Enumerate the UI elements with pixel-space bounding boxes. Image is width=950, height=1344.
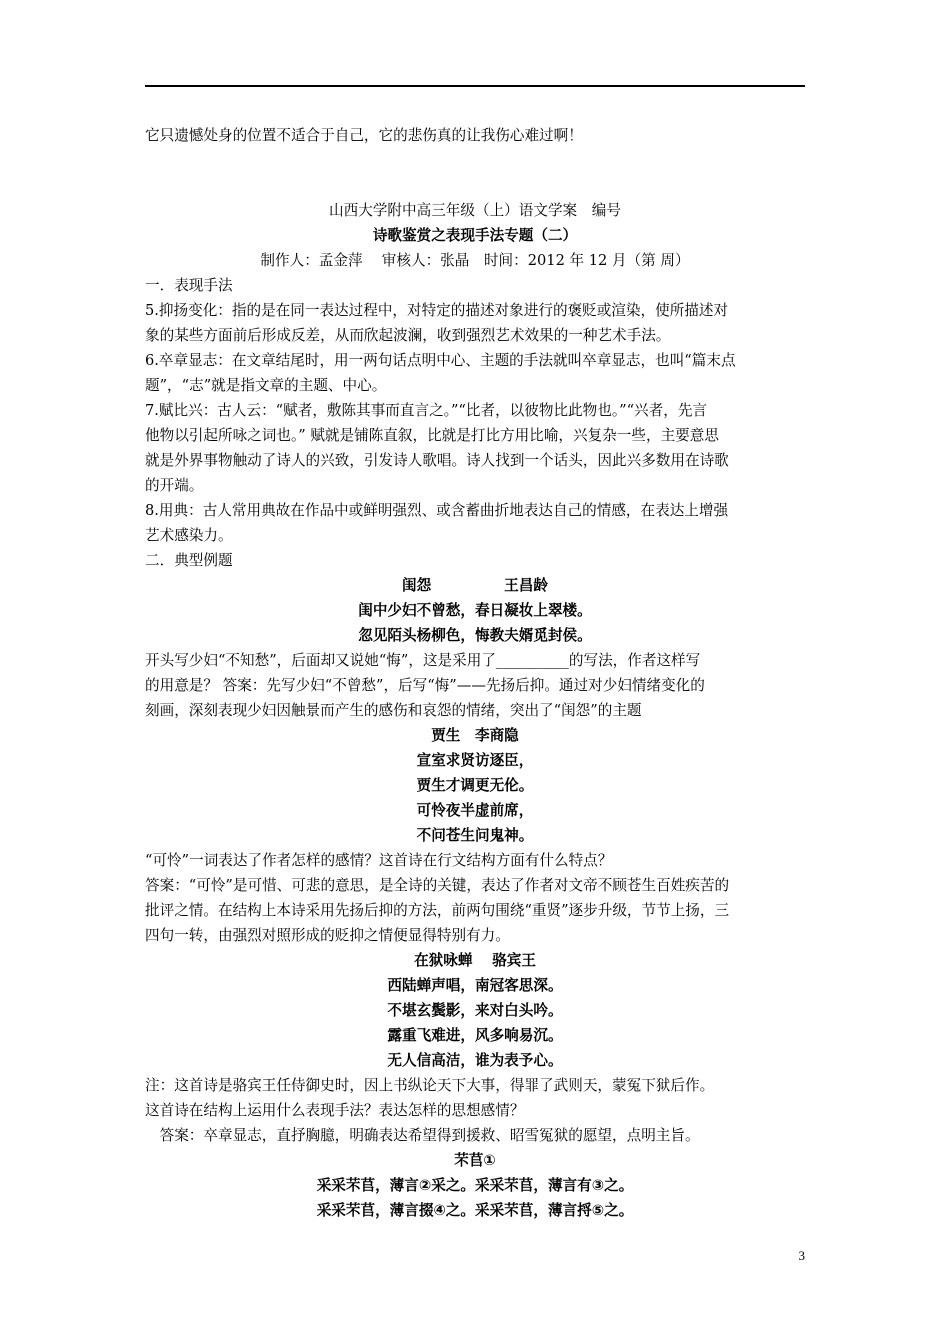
paragraph-line: “可怜”一词表达了作者怎样的感情？这首诗在行文结构方面有什么特点？ (145, 852, 613, 869)
paragraph-line: 他物以引起所咏之词也。” 赋就是铺陈直叙，比就是打比方用比喻，兴复杂一些，主要意思 (145, 427, 719, 444)
poem-line: 无人信高洁，谁为表予心。 (387, 1052, 563, 1069)
poem-title: 贾生 李商隐 (431, 727, 519, 744)
poem-line: 西陆蝉声唱，南冠客思深。 (387, 977, 563, 994)
poem-line: 贾生才调更无伦。 (416, 777, 534, 794)
poem-line: 不堪玄鬓影，来对白头吟。 (387, 1002, 563, 1019)
poem-line: 采采芣苢，薄言掇④之。采采芣苢，薄言捋⑤之。 (316, 1202, 634, 1219)
paragraph-line: 8.用典：古人常用典故在作品中或鲜明强烈、或含蓄曲折地表达自己的情感，在表达上增强 (145, 502, 729, 519)
paragraph-line: 开头写少妇“不知愁”，后面却又说她“悔”，这是采用了__________的写法，作者这样写 (145, 652, 701, 669)
meta-line: 制作人：孟金萍 审核人：张晶 时间：2012 年 12 月（第 周） (260, 252, 690, 269)
top-rule (145, 85, 805, 87)
paragraph-line: 答案：卒章显志，直抒胸臆，明确表达希望得到援救、昭雪冤狱的愿望，点明主旨。 (145, 1127, 700, 1144)
paragraph-line: 答案：“可怜”是可惜、可悲的意思，是全诗的关键，表达了作者对文帝不顾苍生百姓疾苦的 (145, 877, 730, 894)
school-line: 山西大学附中高三年级（上）语文学案 编号 (329, 202, 621, 219)
top-fragment: 它只遗憾处身的位置不适合于自己，它的悲伤真的让我伤心难过啊！ (145, 127, 583, 144)
paragraph-line: 就是外界事物触动了诗人的兴致，引发诗人歌唱。诗人找到一个话头，因此兴多数用在诗歌 (145, 452, 729, 469)
paragraph-line: 题”，“志”就是指文章的主题、中心。 (145, 377, 387, 394)
page-title: 诗歌鉴赏之表现手法专题（二） (372, 227, 578, 244)
paragraph-line: 7.赋比兴：古人云：“赋者，敷陈其事而直言之。”“比者，以彼物比此物也。”“兴者，先言 (145, 402, 708, 419)
page-number: 3 (798, 1248, 805, 1263)
poem-line: 可怜夜半虚前席， (416, 802, 534, 819)
paragraph-line: 注：这首诗是骆宾王任侍御史时，因上书纵论天下大事，得罪了武则天，蒙冤下狱后作。 (145, 1077, 715, 1094)
paragraph-line: 的开端。 (145, 477, 204, 494)
poem-line: 忽见陌头杨柳色，悔教夫婿觅封侯。 (358, 627, 592, 644)
poem-line: 采采芣苢，薄言②采之。采采芣苢，薄言有③之。 (316, 1177, 634, 1194)
paragraph-line: 刻画，深刻表现少妇因触景而产生的感伤和哀怨的情绪，突出了“闺怨”的主题 (145, 702, 642, 719)
poem-title: 芣苢① (454, 1152, 496, 1169)
paragraph-line: 艺术感染力。 (145, 527, 233, 544)
section-heading: 二．典型例题 (145, 552, 233, 569)
paragraph-line: 5.抑扬变化：指的是在同一表达过程中，对特定的描述对象进行的褒贬或渲染，使所描述对 (145, 302, 729, 319)
poem-line: 露重飞难进，风多响易沉。 (387, 1027, 563, 1044)
poem-title: 闺怨 王昌龄 (402, 577, 548, 594)
paragraph-line: 这首诗在结构上运用什么表现手法？表达怎样的思想感情？ (145, 1102, 525, 1119)
poem-line: 宣室求贤访逐臣， (416, 752, 534, 769)
poem-line: 不问苍生问鬼神。 (416, 827, 534, 844)
paragraph-line: 批评之情。在结构上本诗采用先扬后抑的方法，前两句围绕“重贤”逐步升级，节节上扬，三 (145, 902, 730, 919)
poem-line: 闺中少妇不曾愁，春日凝妆上翠楼。 (358, 602, 592, 619)
paragraph-line: 的用意是？ 答案：先写少妇“不曾愁”，后写“悔”——先扬后抑。通过对少妇情绪变化的 (145, 677, 705, 694)
paragraph-line: 象的某些方面前后形成反差，从而欣起波澜，收到强烈艺术效果的一种艺术手法。 (145, 327, 671, 344)
paragraph-line: 四句一转，由强烈对照形成的贬抑之情便显得特别有力。 (145, 927, 510, 944)
paragraph-line: 6.卒章显志：在文章结尾时，用一两句话点明中心、主题的手法就叫卒章显志，也叫“篇末点 (145, 352, 736, 369)
poem-title: 在狱咏蝉 骆宾王 (414, 952, 536, 969)
section-heading: 一．表现手法 (145, 277, 233, 294)
